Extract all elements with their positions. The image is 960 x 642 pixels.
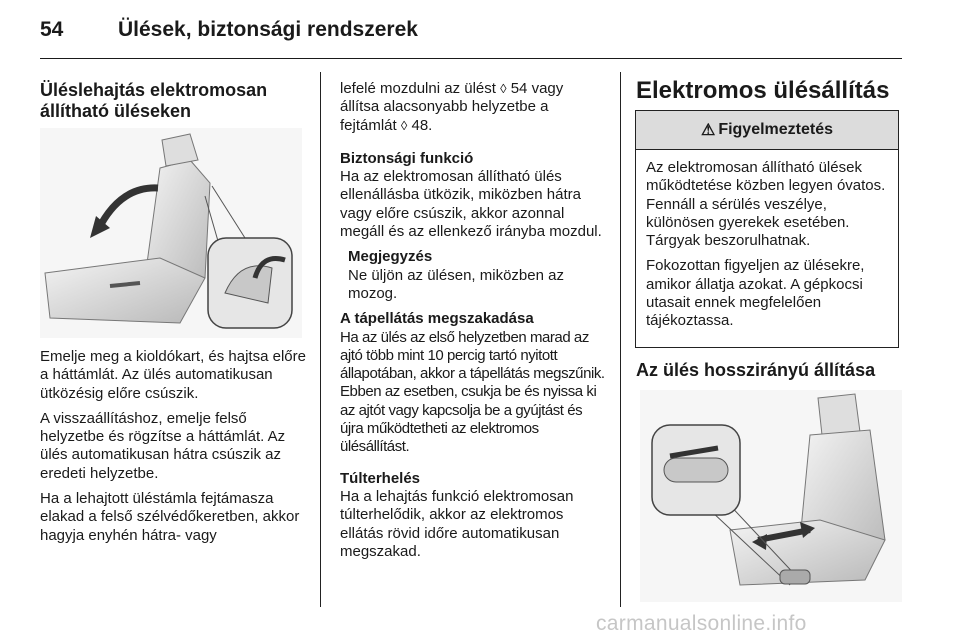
note-text: Ne üljön az ülésen, miközben az mozog.: [348, 266, 564, 302]
overload-title: Túlterhelés: [340, 469, 421, 487]
switch-shape: [664, 458, 728, 482]
continued-paragraph: lefelé mozdulni az ülést ◊ 54 vagy állítsa alacsonyabb helyzetbe a fejtámlát ◊ 48.: [340, 80, 564, 134]
note-title: Megjegyzés: [348, 248, 433, 266]
page-header: [40, 18, 418, 48]
watermark: carmanualsonline.info: [596, 612, 807, 635]
seat-headrest: [818, 394, 860, 435]
safety-text: Ha az elektromosan állítható ülés ellenállásba ütközik, miközben hátra vagy előre csúszik, akkor azonnal megáll és az ellenkező irányba mozdul.: [340, 168, 602, 241]
chapter-title: Ülések, biztonsági rendszerek: [118, 18, 418, 41]
paragraph: Emelje meg a kioldókart, és hajtsa előre a háttámlát. Az ülés automatikusan ütközésig előre csúszik.: [40, 348, 306, 402]
overload-text: Ha a lehajtás funkció elektromosan túlterhelődik, akkor az elektromos ellátás rövid időre automatikusan megszakad.: [340, 487, 574, 560]
warning-header: [636, 111, 898, 150]
section-heading-electric: Elektromos ülésállítás: [636, 77, 890, 104]
middle-column: [340, 80, 605, 568]
section-heading-fold: Üléslehajtás elektromosan állítható üléseken: [40, 80, 268, 121]
warning-icon: ⚠: [700, 122, 716, 139]
warning-text: Az elektromosan állítható ülések működtetése közben legyen óvatos. Fennáll a sérülés veszélye, különösen gyerekek esetében. Tárgyak beszorulhatnak.: [646, 159, 886, 250]
reference-arrow-icon: ◊: [400, 117, 408, 133]
seat-slide-illustration: [640, 390, 902, 602]
subsection-heading-longitudinal: Az ülés hosszirányú állítása: [636, 360, 876, 380]
left-column: [40, 80, 308, 122]
seat-base-control: [780, 570, 810, 584]
column-divider-2: [620, 72, 621, 607]
note-block: [340, 248, 605, 303]
power-title: A tápellátás megszakadása: [340, 310, 534, 328]
safety-title: Biztonsági funkció: [340, 149, 474, 167]
warning-box: [635, 110, 899, 348]
header-rule: [40, 58, 902, 59]
seat-fold-illustration: [40, 128, 302, 338]
paragraph: Ha a lehajtott üléstámla fejtámasza elakad a felső szélvédőkeretben, akkor hagyja enyhén hátra- vagy: [40, 490, 300, 544]
reference-arrow-icon: ◊: [500, 81, 507, 96]
page-number: 54: [40, 18, 64, 41]
warning-title: Figyelmeztetés: [718, 121, 834, 138]
column-divider-1: [320, 72, 321, 607]
left-column-text: [40, 348, 308, 552]
warning-body: [636, 150, 898, 331]
power-text: Ha az ülés az első helyzetben marad az ajtó több mint 10 percig tartó nyitott állapotában, akkor a tápellátás megszűnik. Ebben az esetben, csukja be és nyissa ki az ajtót vagy kapcsolja be a gyújtást és újra működtetheti az elektromos ülésállítást.: [340, 328, 605, 456]
paragraph: A visszaállításhoz, emelje felső helyzetbe és rögzítse a háttámlát. Az ülés automatikusan hátra csúszik az eredeti helyzetbe.: [40, 409, 286, 482]
warning-text: Fokozottan figyeljen az ülésekre, amikor állatja azokat. A gépkocsi utasait ennek megfelelően tájékoztassa.: [646, 257, 865, 330]
